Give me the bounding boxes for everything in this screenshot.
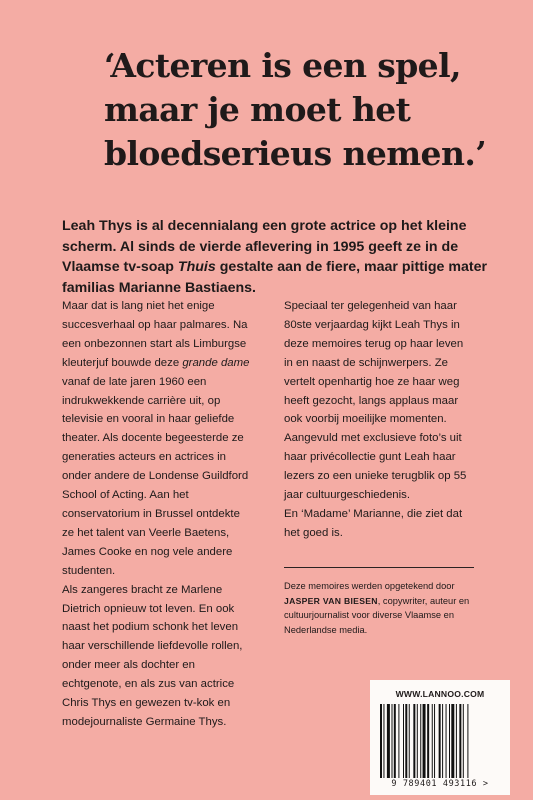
right-paragraph-2: Aangevuld met exclusieve foto’s uit haar privécollectie gunt Leah haar lezers zo een unieke terugblik op 55 jaar cultuurgeschiedenis.: [284, 432, 467, 502]
credit-author: JASPER VAN BIESEN: [284, 595, 378, 606]
quote-line-3: bloedserieus nemen.’: [104, 134, 487, 173]
isbn-number: 9 789401 493116 >: [391, 779, 489, 789]
left-column: [62, 297, 252, 732]
publisher-website: WWW.LANNOO.COM: [395, 689, 485, 699]
left-paragraph-1: [62, 297, 252, 581]
right-paragraph-1: Speciaal ter gelegenheid van haar 80ste verjaardag kijkt Leah Thys in deze memoires terug op haar leven in en naast de schijnwerpers. Ze vertelt openhartig hoe ze haar weg heeft gezocht, langs applaus maar ook voorbij moeilijke momenten.: [284, 300, 464, 426]
quote-line-1: ‘Acteren is een spel,: [104, 46, 461, 85]
intro-emphasis: Thuis: [177, 259, 216, 275]
intro-paragraph: [62, 216, 502, 298]
barcode-panel: [370, 680, 510, 795]
left-text-1: Maar dat is lang niet het enige succesverhaal op haar palmares. Na een onbezonnen start als Limburgse kleuterjuf bouwde deze: [62, 300, 248, 369]
author-credit: [284, 579, 484, 637]
barcode-bars: [380, 704, 500, 778]
cover-quote: [104, 44, 524, 176]
intro-text-2: gestalte aan de fiere, maar pittige mater familias Marianne Bastiaens.: [62, 259, 488, 296]
credit-suffix: , copywriter, auteur en cultuurjournalist voor diverse Vlaamse en Nederlandse media.: [284, 595, 470, 635]
right-column: [284, 297, 470, 543]
right-paragraph-3: En ‘Madame’ Marianne, die ziet dat het goed is.: [284, 507, 463, 539]
intro-text-1: Leah Thys is al decennialang een grote actrice op het kleine scherm. Al sinds de vierde aflevering in 1995 geeft ze in de Vlaamse tv-soap: [62, 218, 467, 275]
quote-line-2: maar je moet het: [104, 90, 411, 129]
credit-divider: [284, 567, 474, 568]
left-text-2: vanaf de late jaren 1960 een indrukwekkende carrière uit, op televisie en vooral in haar geliefde theater. Als docente begeesterde ze generaties acteurs en actrices in onder andere de Londense Guildford School of Acting. Aan het conservatorium in Brussel ontdekte ze het talent van Veerle Baetens, James Cooke en nog vele andere studenten.: [62, 375, 249, 577]
credit-prefix: Deze memoires werden opgetekend door: [284, 581, 455, 591]
left-emphasis: grande dame: [182, 356, 250, 369]
left-paragraph-2: Als zangeres bracht ze Marlene Dietrich opnieuw tot leven. En ook naast het podium schonk het leven haar verschillende liefdevolle rollen, onder meer als dochter en echtgenote, en als zus van actrice Chris Thys en gewezen tv-kok en modejournaliste Germaine Thys.: [62, 583, 243, 728]
